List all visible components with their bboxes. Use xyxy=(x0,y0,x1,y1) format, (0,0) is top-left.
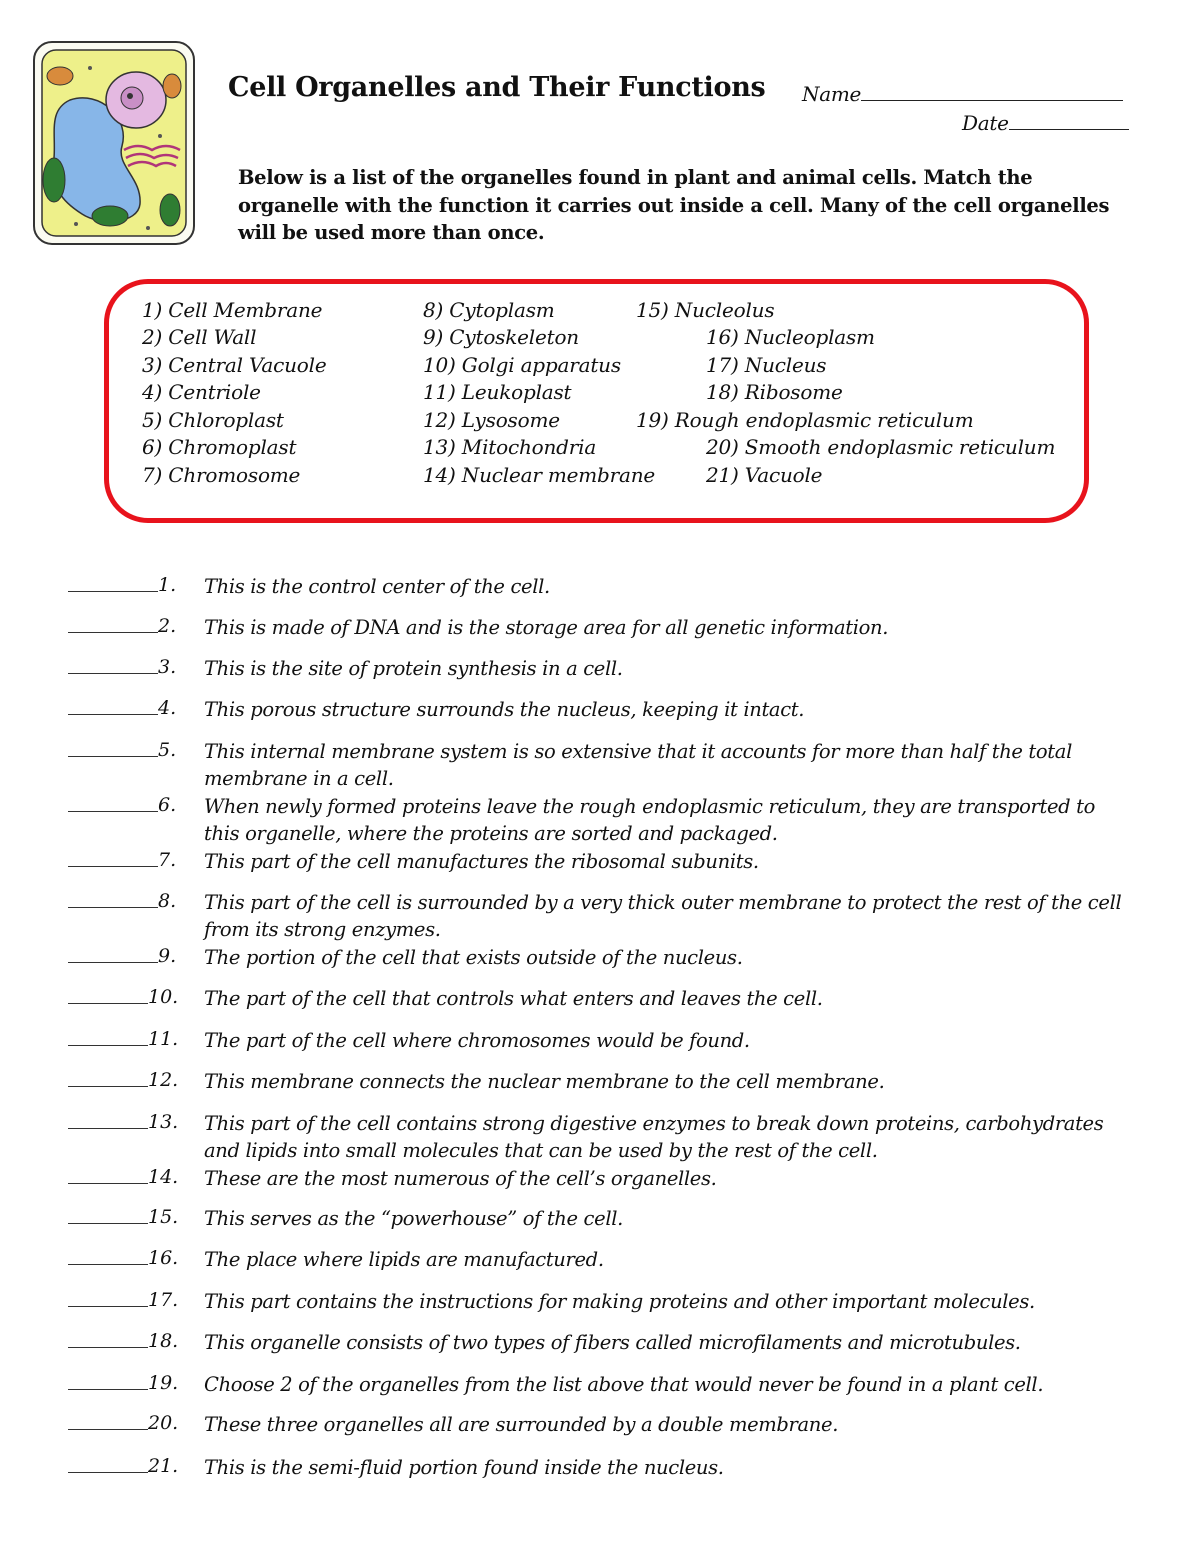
plant-cell-illustration xyxy=(30,38,198,248)
question-text: This part of the cell is surrounded by a very thick outer membrane to protect the rest of the cell from its strong enzymes. xyxy=(204,891,1122,941)
answer-blank[interactable] xyxy=(68,811,158,812)
question-text: This part contains the instructions for making proteins and other important molecules. xyxy=(204,1290,1035,1313)
question-row xyxy=(0,1329,1200,1359)
question-row xyxy=(0,1288,1200,1318)
date-field[interactable] xyxy=(962,111,1129,135)
word-bank-item: 1) Cell Membrane xyxy=(142,298,323,322)
question-text: Choose 2 of the organelles from the list above that would never be found in a plant cell. xyxy=(204,1373,1044,1396)
answer-blank[interactable] xyxy=(68,673,158,674)
answer-blank[interactable] xyxy=(68,1429,148,1430)
word-bank-item: 14) Nuclear membrane xyxy=(423,463,656,487)
answer-blank[interactable] xyxy=(68,1389,148,1390)
question-row xyxy=(0,1165,1200,1195)
question-number: 12. xyxy=(148,1069,179,1091)
question-text: The part of the cell that controls what enters and leaves the cell. xyxy=(204,987,823,1010)
word-bank-item: 19) Rough endoplasmic reticulum xyxy=(636,408,974,432)
question-number: 11. xyxy=(148,1028,179,1050)
question-number: 13. xyxy=(148,1111,179,1133)
word-bank-item: 10) Golgi apparatus xyxy=(423,353,621,377)
word-bank-item: 15) Nucleolus xyxy=(636,298,775,322)
question-number: 5. xyxy=(158,739,177,761)
question-number: 14. xyxy=(148,1166,179,1188)
question-row xyxy=(0,1411,1200,1441)
question-number: 19. xyxy=(148,1372,179,1394)
answer-blank[interactable] xyxy=(68,1045,148,1046)
answer-blank[interactable] xyxy=(68,866,158,867)
question-row xyxy=(0,738,1200,790)
name-blank[interactable] xyxy=(861,82,1123,101)
word-bank-item: 17) Nucleus xyxy=(706,353,827,377)
question-row xyxy=(0,614,1200,644)
word-bank-item: 18) Ribosome xyxy=(706,380,843,404)
word-bank-item: 13) Mitochondria xyxy=(423,435,597,459)
word-bank-item: 5) Chloroplast xyxy=(142,408,284,432)
question-row xyxy=(0,793,1200,845)
question-row xyxy=(0,1110,1200,1162)
question-text: This serves as the “powerhouse” of the cell. xyxy=(204,1207,623,1230)
question-number: 17. xyxy=(148,1289,179,1311)
question-text: This part of the cell contains strong digestive enzymes to break down proteins, carbohydrates and lipids into small molecules that can be used by the rest of the cell. xyxy=(204,1112,1104,1162)
question-row xyxy=(0,848,1200,878)
question-row xyxy=(0,1027,1200,1057)
question-row xyxy=(0,944,1200,974)
question-text: This internal membrane system is so extensive that it accounts for more than half the total membrane in a cell. xyxy=(204,740,1072,790)
question-text: This porous structure surrounds the nucleus, keeping it intact. xyxy=(204,698,805,721)
answer-blank[interactable] xyxy=(68,632,158,633)
question-number: 7. xyxy=(158,849,177,871)
question-number: 1. xyxy=(158,574,177,596)
word-bank-item: 7) Chromosome xyxy=(142,463,301,487)
question-number: 4. xyxy=(158,697,177,719)
answer-blank[interactable] xyxy=(68,1128,148,1129)
answer-blank[interactable] xyxy=(68,907,158,908)
question-row xyxy=(0,985,1200,1015)
answer-blank[interactable] xyxy=(68,1003,148,1004)
question-number: 16. xyxy=(148,1247,179,1269)
question-number: 10. xyxy=(148,986,179,1008)
question-number: 15. xyxy=(148,1206,179,1228)
question-text: This membrane connects the nuclear membrane to the cell membrane. xyxy=(204,1070,885,1093)
word-bank-item: 11) Leukoplast xyxy=(423,380,572,404)
question-row xyxy=(0,1246,1200,1276)
question-text: These three organelles all are surrounded by a double membrane. xyxy=(204,1413,839,1436)
answer-blank[interactable] xyxy=(68,1223,148,1224)
question-text: The portion of the cell that exists outside of the nucleus. xyxy=(204,946,743,969)
answer-blank[interactable] xyxy=(68,1264,148,1265)
word-bank-item: 21) Vacuole xyxy=(706,463,823,487)
question-row xyxy=(0,1454,1200,1484)
date-label: Date xyxy=(962,111,1009,135)
word-bank-item: 20) Smooth endoplasmic reticulum xyxy=(706,435,1056,459)
question-number: 8. xyxy=(158,890,177,912)
answer-blank[interactable] xyxy=(68,1306,148,1307)
word-bank-item: 16) Nucleoplasm xyxy=(706,325,875,349)
word-bank-item: 2) Cell Wall xyxy=(142,325,257,349)
question-number: 21. xyxy=(148,1455,179,1477)
answer-blank[interactable] xyxy=(68,1086,148,1087)
question-row xyxy=(0,655,1200,685)
question-number: 6. xyxy=(158,794,177,816)
question-number: 9. xyxy=(158,945,177,967)
name-label: Name xyxy=(802,82,862,106)
question-text: The part of the cell where chromosomes would be found. xyxy=(204,1029,750,1052)
question-text: This is made of DNA and is the storage area for all genetic information. xyxy=(204,616,889,639)
question-text: The place where lipids are manufactured. xyxy=(204,1248,604,1271)
question-text: This is the semi-fluid portion found inside the nucleus. xyxy=(204,1456,724,1479)
word-bank-item: 3) Central Vacuole xyxy=(142,353,327,377)
question-text: When newly formed proteins leave the rough endoplasmic reticulum, they are transported to this organelle, where the proteins are sorted and packaged. xyxy=(204,795,1096,845)
question-row xyxy=(0,889,1200,941)
word-bank-item: 9) Cytoskeleton xyxy=(423,325,579,349)
question-row xyxy=(0,1371,1200,1401)
question-row xyxy=(0,1068,1200,1098)
page-title: Cell Organelles and Their Functions xyxy=(228,72,766,103)
word-bank-item: 6) Chromoplast xyxy=(142,435,297,459)
word-bank-item: 4) Centriole xyxy=(142,380,261,404)
answer-blank[interactable] xyxy=(68,714,158,715)
question-text: This part of the cell manufactures the ribosomal subunits. xyxy=(204,850,759,873)
question-text: This organelle consists of two types of fibers called microfilaments and microtubules. xyxy=(204,1331,1021,1354)
name-field[interactable] xyxy=(802,82,1123,106)
question-text: This is the site of protein synthesis in a cell. xyxy=(204,657,623,680)
question-number: 20. xyxy=(148,1412,179,1434)
question-text: These are the most numerous of the cell’s organelles. xyxy=(204,1167,717,1190)
question-number: 3. xyxy=(158,656,177,678)
question-number: 2. xyxy=(158,615,177,637)
question-row xyxy=(0,696,1200,726)
question-row xyxy=(0,1205,1200,1235)
answer-blank[interactable] xyxy=(68,1347,148,1348)
answer-blank[interactable] xyxy=(68,756,158,757)
instructions: Below is a list of the organelles found in plant and animal cells. Match the organelle with the function it carries out inside a cell. Many of the cell organelles will be used more than once. xyxy=(238,166,1110,244)
answer-blank[interactable] xyxy=(68,1472,148,1473)
question-number: 18. xyxy=(148,1330,179,1352)
word-bank-item: 12) Lysosome xyxy=(423,408,560,432)
date-blank[interactable] xyxy=(1009,111,1129,130)
answer-blank[interactable] xyxy=(68,591,158,592)
question-text: This is the control center of the cell. xyxy=(204,575,550,598)
question-row xyxy=(0,573,1200,603)
answer-blank[interactable] xyxy=(68,962,158,963)
answer-blank[interactable] xyxy=(68,1183,148,1184)
word-bank-item: 8) Cytoplasm xyxy=(423,298,555,322)
